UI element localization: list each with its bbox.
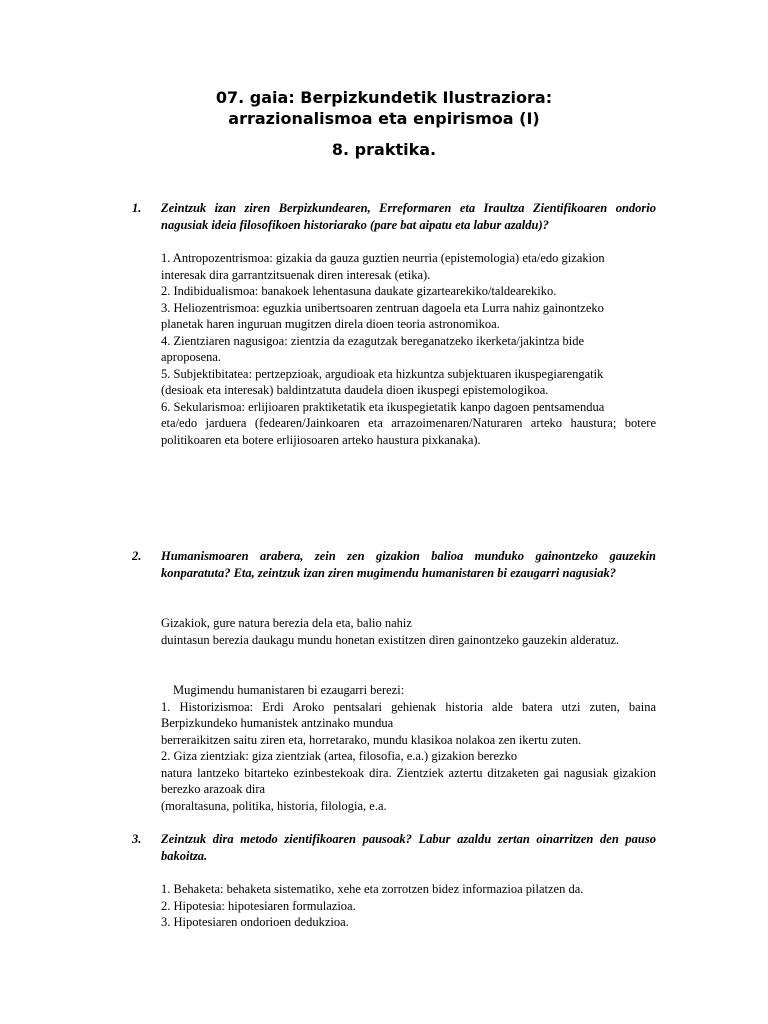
answer-line: 2. Hipotesia: hipotesiaren formulazioa. xyxy=(161,898,356,913)
answer-line: berreraikitzen saitu ziren eta, horretarako, mundu klasikoa nolakoa zen ikertu zuten. xyxy=(161,732,582,747)
question-1-text: Zeintzuk izan ziren Berpizkundearen, Erreformaren eta Iraultza Zientifikoaren ondorio nagusiak ideia filosofikoen historiarako (pare bat aipatu eta labur azaldu)? xyxy=(161,201,656,232)
answer-line: 3. Hipotesiaren ondorioen dedukzioa. xyxy=(161,915,349,929)
question-1-number: 1. xyxy=(132,201,142,215)
document-title-line-1: 07. gaia: Berpizkundetik Ilustraziora: xyxy=(215,88,553,107)
answer-line: duintasun berezia daukagu mundu honetan existitzen diren gainontzeko gauzekin alderatuz. xyxy=(161,632,620,647)
answer-line: 4. Zientziaren nagusigoa: zientzia da ezagutzak bereganatzeko ikerketa/jakintza bide xyxy=(161,333,585,348)
answer-line: 2. Giza zientziak: giza zientziak (artea, filosofia, e.a.) gizakion berezko xyxy=(161,749,518,763)
answer-line: (desioak eta interesak) baldintzatuta daudela dioen ikuspegi epistemologikoa. xyxy=(161,383,549,397)
question-2-text: Humanismoaren arabera, zein zen gizakion balioa munduko gainontzeko gauzekin konparatuta? Eta, zeintzuk izan ziren mugimendu humanistaren bi ezaugarri nagusiak? xyxy=(161,549,656,580)
answer-line: (moraltasuna, politika, historia, filologia, e.a. xyxy=(161,798,387,813)
question-3-text: Zeintzuk dira metodo zientifikoaren pausoak? Labur azaldu zertan oinarritzen den pauso bakoitza. xyxy=(161,832,656,863)
answer-line: aproposena. xyxy=(161,350,222,364)
answer-line: 1. Historizismoa: Erdi Aroko pentsalari gehienak historia alde batera utzi zuten, baina Berpizkundeko humanistek antzinako mundua xyxy=(161,699,656,730)
question-3-answer xyxy=(161,881,656,931)
answer-line: Mugimendu humanistaren bi ezaugarri berezi: xyxy=(173,683,405,697)
answer-line: 6. Sekularismoa: erlijioaren praktiketatik eta ikuspegietatik kanpo dagoen pentsamendua xyxy=(161,399,605,414)
answer-line: natura lantzeko bitarteko ezinbestekoak dira. Zientziek aztertu ditzaketen gai nagusiak gizakion berezko arazoak dira xyxy=(161,765,656,796)
answer-line: 2. Indibidualismoa: banakoek lehentasuna daukate gizartearekiko/taldearekiko. xyxy=(161,284,557,298)
answer-line: Gizakiok, gure natura berezia dela eta, balio nahiz xyxy=(161,616,412,630)
answer-line: interesak dira garrantzitsuenak diren interesak (etika). xyxy=(161,267,431,282)
answer-line: 5. Subjektibitatea: pertzepzioak, argudioak eta hizkuntza subjektuaren ikuspegiarengatik xyxy=(161,366,604,381)
answer-line: 1. Antropozentrismoa: gizakia da gauza guztien neurria (epistemologia) eta/edo gizakion xyxy=(161,251,605,265)
document-subtitle: 8. praktika. xyxy=(331,140,437,159)
answer-line: eta/edo jarduera (fedearen/Jainkoaren eta arrazoimenaren/Naturaren arteko haustura; botere politikoaren eta botere erlijiosoaren arteko haustura pixkanaka). xyxy=(161,416,656,447)
question-2-answer xyxy=(161,615,656,648)
question-2-number: 2. xyxy=(132,549,142,563)
answer-line: 1. Behaketa: behaketa sistematiko, xehe eta zorrotzen bidez informazioa pilatzen da. xyxy=(161,882,584,896)
question-1-answer xyxy=(161,250,656,448)
answer-line: planetak haren inguruan mugitzen direla dioen teoria astronomikoa. xyxy=(161,317,500,331)
document-title-line-2: arrazionalismoa eta enpirismoa (I) xyxy=(228,109,540,128)
question-2-answer-features xyxy=(161,682,656,814)
answer-line: 3. Heliozentrismoa: eguzkia unibertsoaren zentruan dagoela eta Lurra nahiz gainontzeko xyxy=(161,300,604,315)
question-3-number: 3. xyxy=(132,832,142,846)
